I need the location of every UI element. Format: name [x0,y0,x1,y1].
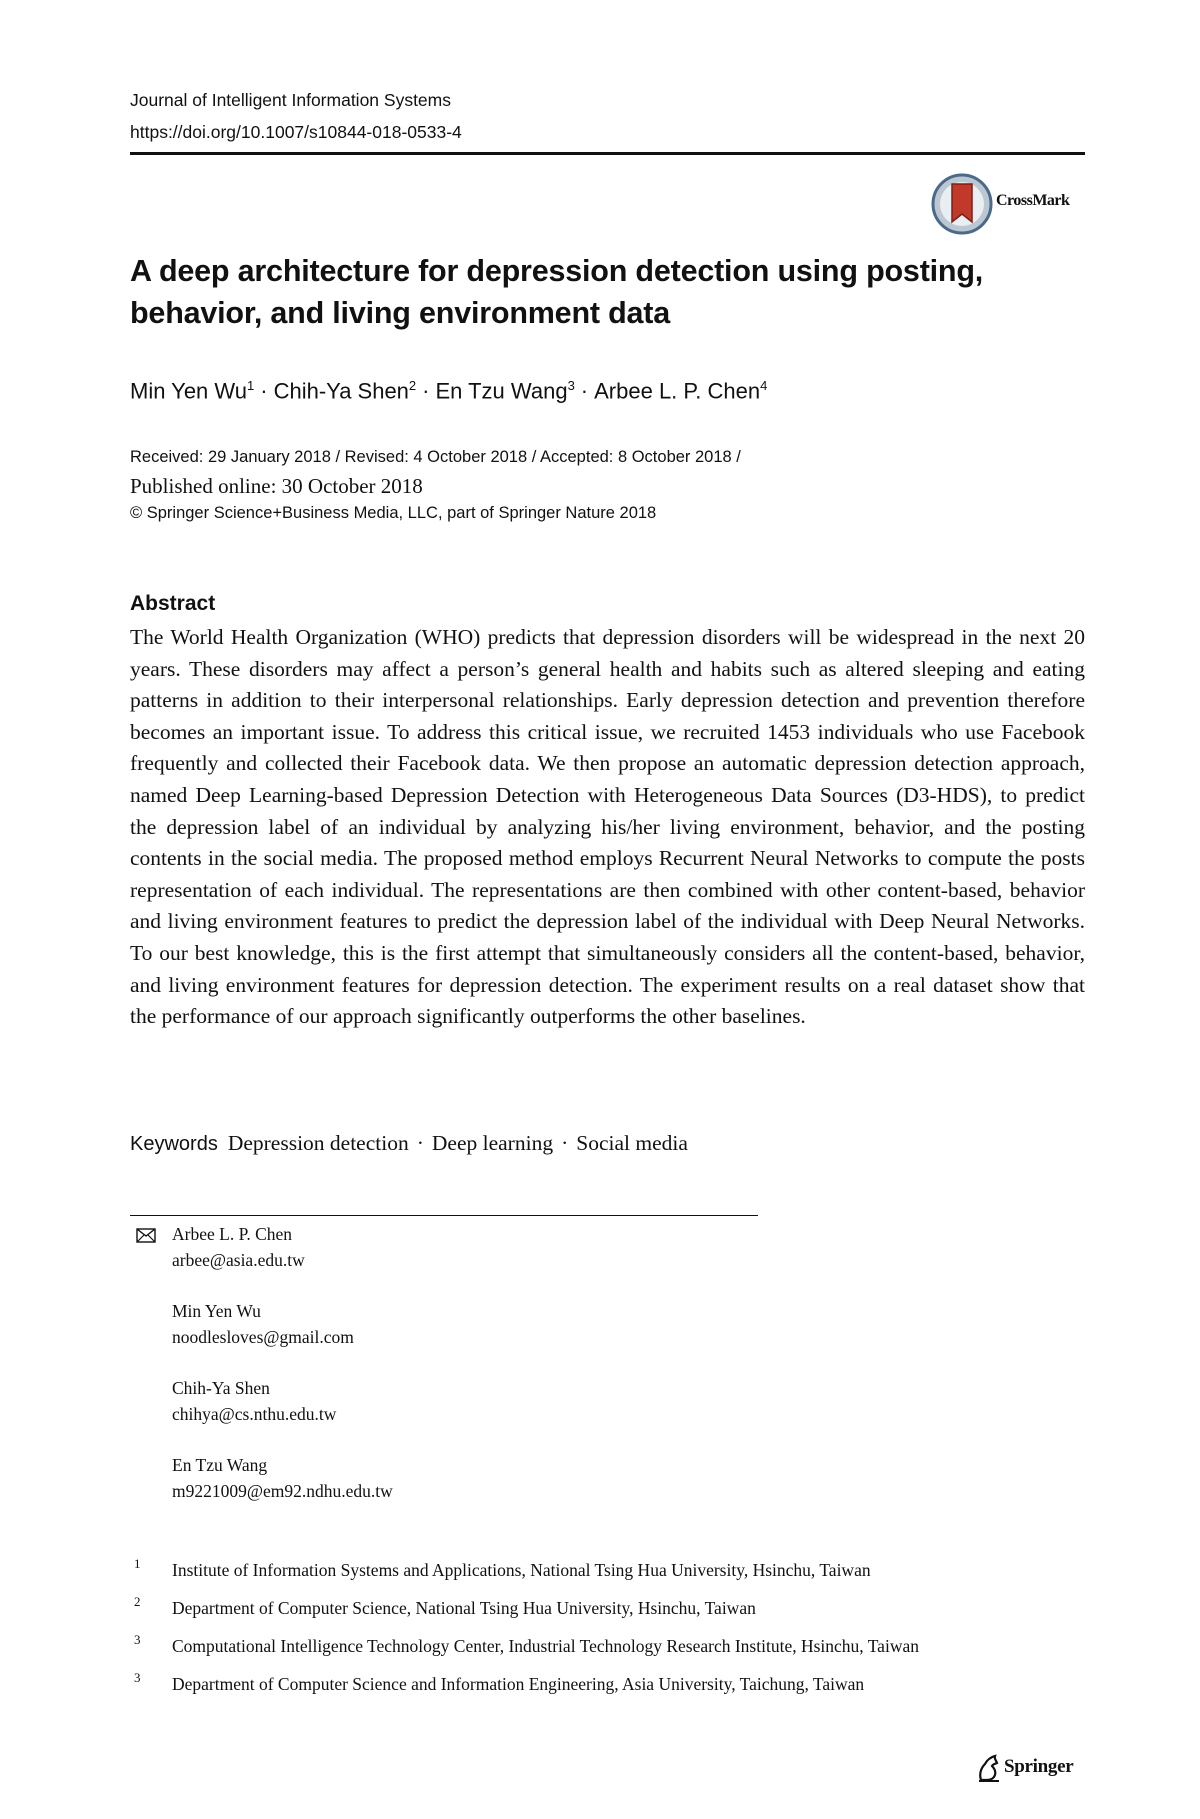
affiliation-number: 1 [134,1556,141,1571]
contact-email[interactable]: m9221009@em92.ndhu.edu.tw [172,1481,393,1501]
crossmark-label: CrossMark [996,192,1070,209]
author-affiliation-mark: 3 [567,378,575,393]
header-divider [130,152,1085,155]
keywords [130,1131,688,1156]
abstract-text: The World Health Organization (WHO) predicts that depression disorders will be widespread in the next 20 years. These disorders may affect a person’s general health and habits such as altered sleeping and eating patterns in addition to their interpersonal relationships. Early depression detection and prevention therefore becomes an important issue. To address this critical issue, we recruited 1453 individuals who use Facebook frequently and collected their Facebook data. We then propose an automatic depression detection approach, named Deep Learning-based Depression Detection with Heterogeneous Data Sources (D3-HDS), to predict the depression label of an individual by analyzing his/her living environment, behavior, and the posting contents in the social media. The proposed method employs Recurrent Neural Networks to compute the posts representation of each individual. The representations are then combined with other content-based, behavior and living environment features to predict the depression label of the individual with Deep Neural Networks. To our best knowledge, this is the first attempt that simultaneously considers all the content-based, behavior, and living environment features for depression detection. The experiment results on a real dataset show that the performance of our approach significantly outperforms the other baselines. [130,625,1085,1029]
publication-history: Received: 29 January 2018 / Revised: 4 October 2018 / Accepted: 8 October 2018 / [130,448,741,466]
paper-title: A deep architecture for depression detection using posting, behavior, and living environment data [130,254,984,330]
keyword-separator: · [416,1131,424,1155]
doi-link[interactable]: https://doi.org/10.1007/s10844-018-0533-4 [130,122,462,142]
affiliation-text: Computational Intelligence Technology Center, Industrial Technology Research Institute, Hsinchu, Taiwan [172,1636,919,1656]
contact-name: Chih-Ya Shen [172,1378,270,1398]
keyword: Depression detection [227,1131,409,1155]
contact-name: Arbee L. P. Chen [172,1224,293,1244]
affiliation-text: Department of Computer Science and Information Engineering, Asia University, Taichung, Taiwan [172,1674,865,1694]
springer-horse-icon [977,1754,1001,1782]
affiliation-number: 2 [134,1594,141,1609]
footnote-divider [130,1215,758,1216]
author-separator: · [260,378,268,404]
keyword: Deep learning [431,1131,554,1155]
contact-email[interactable]: arbee@asia.edu.tw [172,1250,305,1270]
keywords-label: Keywords [130,1133,218,1155]
author-name[interactable]: En Tzu Wang [435,378,568,404]
author-separator: · [580,378,589,404]
contact-name: Min Yen Wu [172,1301,261,1321]
copyright-notice: © Springer Science+Business Media, LLC, part of Springer Nature 2018 [130,504,657,522]
affiliation-number: 3 [134,1632,141,1647]
author-separator: · [422,378,430,404]
author-name[interactable]: Chih-Ya Shen [273,378,409,404]
keyword-separator: · [561,1131,569,1155]
author-name[interactable]: Arbee L. P. Chen [594,378,761,404]
journal-name: Journal of Intelligent Information Systems [130,90,451,110]
abstract-heading: Abstract [130,592,216,615]
author-name[interactable]: Min Yen Wu [130,378,248,404]
affiliation-number: 3 [134,1670,141,1685]
keyword: Social media [576,1131,688,1155]
affiliation-text: Institute of Information Systems and Applications, National Tsing Hua University, Hsinchu, Taiwan [172,1560,871,1580]
affiliation-text: Department of Computer Science, National Tsing Hua University, Hsinchu, Taiwan [172,1598,756,1618]
author-affiliation-mark: 2 [408,378,417,393]
contact-email[interactable]: noodlesloves@gmail.com [172,1327,354,1347]
published-online-date: Published online: 30 October 2018 [130,474,423,498]
envelope-icon [136,1228,156,1243]
author-affiliation-mark: 4 [760,378,768,393]
contact-email[interactable]: chihya@cs.nthu.edu.tw [172,1404,337,1424]
author-list [130,378,767,404]
author-affiliation-mark: 1 [247,378,255,393]
publisher-logo-text: Springer [1004,1756,1074,1777]
contact-name: En Tzu Wang [172,1455,268,1475]
